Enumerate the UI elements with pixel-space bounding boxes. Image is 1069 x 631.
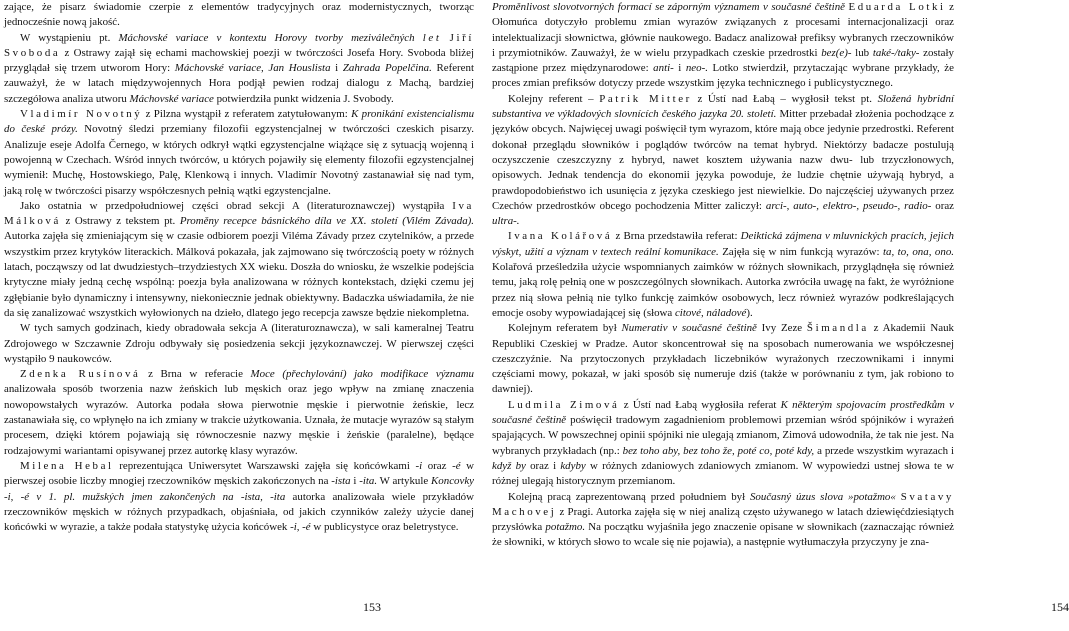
italic-run: když by xyxy=(492,459,526,472)
text-run: Kolejny referent – xyxy=(508,92,600,105)
text-run: W artykule xyxy=(377,475,432,488)
text-run: z Pilzna wystąpił z referatem zatytułowanym: xyxy=(142,108,352,121)
text-run: w pierwszej osobie liczby mnogiej rzeczowników męskich zakończonych na xyxy=(4,459,475,488)
paragraph xyxy=(4,367,474,459)
spaced-name: Patrik Mitter xyxy=(599,92,692,105)
text-run: Novotný śledzi przemiany filozofii egzystencjalnej w twórczości czeskich pisarzy. Analizuje eseje Adolfa Černego, w których odkrył wątki egzystencjalne wiążące się z sytuacją wojenną i powojenną w Czechach. Wśród innych twórców, u których pojawiły się elementy filozofii egzystencjalnej wymienił: Muchę, Hostowskiego, Palę, Klenkową i innych. Vladimír Novotný zastanawiał się nad tym, jaką rolę w twórczości pisarzy współczesnych pełnią wątki egzystencjalne. xyxy=(4,123,474,197)
text-run: z Ostrawy zajął się echami machowskiej poezji w twórczości Josefa Hory. Svoboda bliżej przyglądał się trzem utworom Hory: xyxy=(4,46,474,75)
text-run: analizowała sposób tworzenia nazw żeńskich lub męskich oraz jego wpływ na zmianę znaczenia nowopowstałych wyrazów. Autorka podała słowa pierwotnie męskie i pierwotnie żeńskie, lecz zastanawiała się, co wpłynęło na ich zmiany w trakcie użytkowania. Uznała, że mutacje wyrazów są stałym procesem, dzięki którem pojawiają się równoczesnie nazwy męskie i żeńskie (paralelne), będące rodzajowymi wariantami opisywanej przez autorkę klasy wyrazów. xyxy=(4,383,474,457)
italic-run: neo-. xyxy=(685,62,708,75)
left-page-text-column xyxy=(4,0,474,535)
paragraph xyxy=(4,199,474,321)
spaced-name: Šimandla xyxy=(806,322,869,335)
italic-run: anti- xyxy=(653,62,674,75)
italic-run: -ita. xyxy=(359,475,378,488)
text-run: zające, że pisarz świadomie czerpie z elementów tradycyjnych oraz modernistycznych, tworząc jednocześnie nową jakość. xyxy=(4,1,474,29)
spaced-name: Iva Málková xyxy=(4,199,474,228)
text-run: z Akademii Nauk Republiki Czeskiej w Pradze. Autor skoncentrował się na sposobach numerowania we współczesnej czeszczyźnie. Na przytoczonych przykładach liczebników wyrażonych rzeczownikami i innymi częściami mowy, pokazał, w jaki sposób się numeruje dziś (także w porównaniu z tym, jak robiono to dawniej). xyxy=(492,322,955,396)
text-run: Kolejną pracą zaprezentowaną przed południem był xyxy=(508,490,750,503)
text-run: z Pragi. Autorka zajęła się w niej analizą często używanego w latach dziewięćdziesiątych przysłówka xyxy=(492,505,954,534)
spaced-name: Zdenka Rusínová xyxy=(20,368,141,381)
italic-run: arci-, auto-, elektro-, pseudo-, radio- xyxy=(765,199,932,212)
italic-run: Máchovské variace, Jan Houslista xyxy=(174,62,331,75)
text-run: oraz xyxy=(931,199,954,212)
italic-run: ta, to, ona, ono. xyxy=(882,245,954,258)
text-run xyxy=(415,32,423,44)
text-run: z Ústí nad Łabą – wygłosił tekst pt. xyxy=(691,92,878,105)
italic-run: Deiktická zájmena v mluvnických pracích, jejich výskyt, užití a význam v textech reální komunikace. xyxy=(492,230,954,258)
text-run: oraz xyxy=(422,459,453,472)
paragraph xyxy=(4,107,474,199)
paragraph xyxy=(492,321,954,397)
paragraph xyxy=(492,92,954,230)
text-run: Zajęła się w nim funkcją wyrazów: xyxy=(718,245,883,258)
text-run: w publicystyce oraz beletrystyce. xyxy=(310,521,459,534)
italic-run: Numerativ v současné češtině xyxy=(621,322,757,335)
text-run: zostały zastąpione przez międzynarodowe: xyxy=(492,46,954,75)
right-page-text-column xyxy=(492,0,954,551)
italic-run: Moce (přechylování) jako modifikace významu xyxy=(250,368,474,381)
italic-run: ultra-. xyxy=(492,215,520,228)
text-run: Kolejnym referatem był xyxy=(508,322,622,335)
text-run: poświęcił tradowym zagadnieniom problemowi przemian wśród spójników i wyrażeń spajających. W powszechnej opinii spójniki nie ulegają zmianom, Zimová udowodniła, że tak nie jest. Na wybranych przykładach (np.: xyxy=(492,414,954,457)
italic-run: také-/taky- xyxy=(872,46,920,59)
spaced-name: Ivana Kolářová xyxy=(508,230,613,243)
text-run: ). xyxy=(746,306,753,319)
text-run: potwierdziła punkt widzenia J. Svobody. xyxy=(213,92,394,105)
text-run: Jako ostatnia w przedpołudniowej części obrad sekcji A (literaturoznawczej) wystąpiła xyxy=(20,199,453,212)
italic-run: Proměny recepce básnického díla ve XX. století (Vilém Závada). xyxy=(179,215,474,228)
paragraph xyxy=(492,229,954,321)
italic-run: -i xyxy=(415,459,423,472)
spaced-name: Eduarda Lotki xyxy=(848,1,946,13)
text-run: lub xyxy=(851,46,873,59)
text-run: w różnych zdaniowych zdaniowych zmianom. W wypowiedzi ustnej słowa te w różnej ulegają historycznym przemianom. xyxy=(492,459,955,488)
text-run: W wystąpieniu pt. xyxy=(20,31,119,44)
spaced-name: Ludmila Zimová xyxy=(508,398,620,411)
text-run: autorka analizowała wiele przykładów rzeczowników męskich w różnych przypadkach, objaśniała, od jakich czynników zależy użycie danej końcówki w wyrazie, a także podała statystykę użycia końcówek xyxy=(4,490,474,534)
text-run: W tych samych godzinach, kiedy obradowała sekcja A (literaturoznawcza), w sali kameralnej Teatru Zdrojowego w Szczawnie Zdroju odbywały się posiedzenia sekcji językoznawczej. W pierwszej części wystąpiło 9 naukowców. xyxy=(4,322,474,365)
italic-run: -é xyxy=(452,459,461,472)
text-run: z Ostrawy z tekstem pt. xyxy=(60,215,180,228)
right-page-number: 154 xyxy=(1051,600,1069,614)
text-run: Autorka zajęła się zmieniającym się w czasie odbiorem poezji Viléma Závady przez czytelników, a przede wszystkim przez krytyków literackich. Málková pokazała, jak zajmowano się twórczością poety w różnych latach, począwszy od lat dwudziestych–trzydziestych XX wieku. Doszła do wniosku, że wszelkie podejścia krytyczne miały jedną cechę wspólną: poezja była analizowana w różnych kontekstach, dzięki czemu jej zgłębianie było dynamiczny i intensywny, niekoniecznie jednak obiektywny. Badaczka uświadamiła, że nie da się zanalizować wszystkich wyłowionych na dzieło, dlatego jego recepcja zawsze będzie niekompletna. xyxy=(4,230,474,319)
italic-run: Současný úzus slova »potažmo« xyxy=(749,490,896,503)
right-page xyxy=(480,0,1069,631)
paragraph xyxy=(492,398,954,490)
spaced-name: Jiří Svoboda xyxy=(4,31,474,59)
text-run: Na początku wyjaśniła jego znaczenie opisane w słownikach (zaznaczając również że słowniki, w których słowo to wcale się nie pojawia), a następnie wytłumaczyła przyczyny je zna- xyxy=(492,521,954,549)
text-run: Mitter przebadał złożenia pochodzące z języków obcych. Najwięcej uwagi poświęcił tym wyrazom, które mają obce jedynie przedrostki. Referent dokonał przeglądu słowników i poglądów twórców na temat hybryd. Niektórzy badacze postulują oczyszczenie czeszczyzny z hybryd, nawet kosztem używania nazw dwu- lub trzyczłonowych, opisowych. Jednak tendencja do ekonomii języka powoduje, że ludzie chętnie używają hybryd, a prawdopodobieństwo ich usunięcia z języka czeskiego jest niewielkie. Do najczęściej używanych przez Czechów przedrostków obcego pochodzenia Mitter zaliczył: xyxy=(492,108,955,212)
text-run: a przede wszystkim wyrazach i xyxy=(814,444,954,457)
text-run: i xyxy=(673,62,686,75)
italic-run: Zahrada Popelčina. xyxy=(342,62,432,75)
spaced-name: Vladimír Novotný xyxy=(20,108,143,121)
spaced-name: let xyxy=(422,31,442,44)
text-run: reprezentująca Uniwersytet Warszawski zajęła się końcówkami xyxy=(113,459,416,472)
text-run: z Brna w referacie xyxy=(140,368,251,381)
italic-run: -ista xyxy=(331,475,351,488)
text-run: Referent zauważył, że w latach międzywojennych Hora podjął pewien rodzaj dialogu z Machą, bardziej szczegółowa analiza utworu xyxy=(4,62,474,105)
text-run: Ivy Zeze xyxy=(756,322,807,335)
paragraph xyxy=(4,459,474,535)
text-run: i xyxy=(350,475,360,488)
italic-run: K pronikání existencialismu do české prózy. xyxy=(4,108,475,136)
left-page xyxy=(0,0,480,631)
italic-run: Máchovské variace xyxy=(129,92,214,105)
italic-run: kdyby xyxy=(560,459,586,472)
paragraph xyxy=(492,490,954,551)
spaced-name: Svatavy Machovej xyxy=(492,490,954,518)
italic-run: Složená hybridní substantiva ve výkladových slovnících českého jazyka 20. století. xyxy=(492,92,954,121)
spaced-name: Milena Hebal xyxy=(20,459,114,472)
italic-run: K některým spojovacím prostředkům v současné češtině xyxy=(492,398,954,427)
italic-run: Proměnlivost slovotvorných formací se záporným významem v současné češtině xyxy=(492,1,845,13)
italic-run: Koncovky -i, -é v 1. pl. mužských jmen zakončených na -ista, -ita xyxy=(4,475,474,503)
text-run: i xyxy=(330,62,343,75)
italic-run: potažmo. xyxy=(545,521,586,534)
text-run: Lotko stwierdził, przytaczając wybrane przykłady, że proces zmian prefiksów dotyczy przede wszystkim języka technicznego i publicystycznego. xyxy=(492,62,954,90)
text-run: z Ústí nad Łabą wygłosiła referat xyxy=(619,398,781,411)
text-run: z Ołomuńca dotyczyło problemu zmian wyrazów związanych z procesami internacjonalizacji oraz intelektualizacji słownictwa, głównie naukowego. Badacz analizował prefiksy wybranych rzeczowników i przymiotników. Zauważył, że w wielu przypadkach czeskie przedrostki xyxy=(492,1,954,59)
text-run: Kolařová prześledziła użycie wspomnianych zaimków w różnych słownikach, przyglądnęła się również temu, jaką rolę pełnią one w poszczególnych słownikach. Autorka zwróciła uwagę na fakt, że wyróżnione przez nią słowa pełnią nie tylko funkcję zaimków osobowych, lecz również wyrazów podkreślających emocje osoby wypowiadającej się (słowa xyxy=(492,261,954,319)
italic-run: -i, -é xyxy=(290,521,311,534)
paragraph xyxy=(4,0,474,31)
text-run: z Brna przedstawiła referat: xyxy=(612,230,741,243)
left-page-number: 153 xyxy=(363,600,381,614)
italic-run: Máchovské variace v kontextu Horovy tvorby meziválečných xyxy=(118,31,415,44)
text-run xyxy=(441,32,449,44)
italic-run: bez(e)- xyxy=(821,46,852,59)
text-run: oraz i xyxy=(525,459,561,472)
paragraph xyxy=(4,321,474,367)
italic-run: citové, náladové xyxy=(674,306,747,319)
paragraph xyxy=(4,31,474,107)
italic-run: bez toho aby, bez toho že, poté co, poté kdy, xyxy=(622,444,815,457)
paragraph xyxy=(492,0,954,92)
